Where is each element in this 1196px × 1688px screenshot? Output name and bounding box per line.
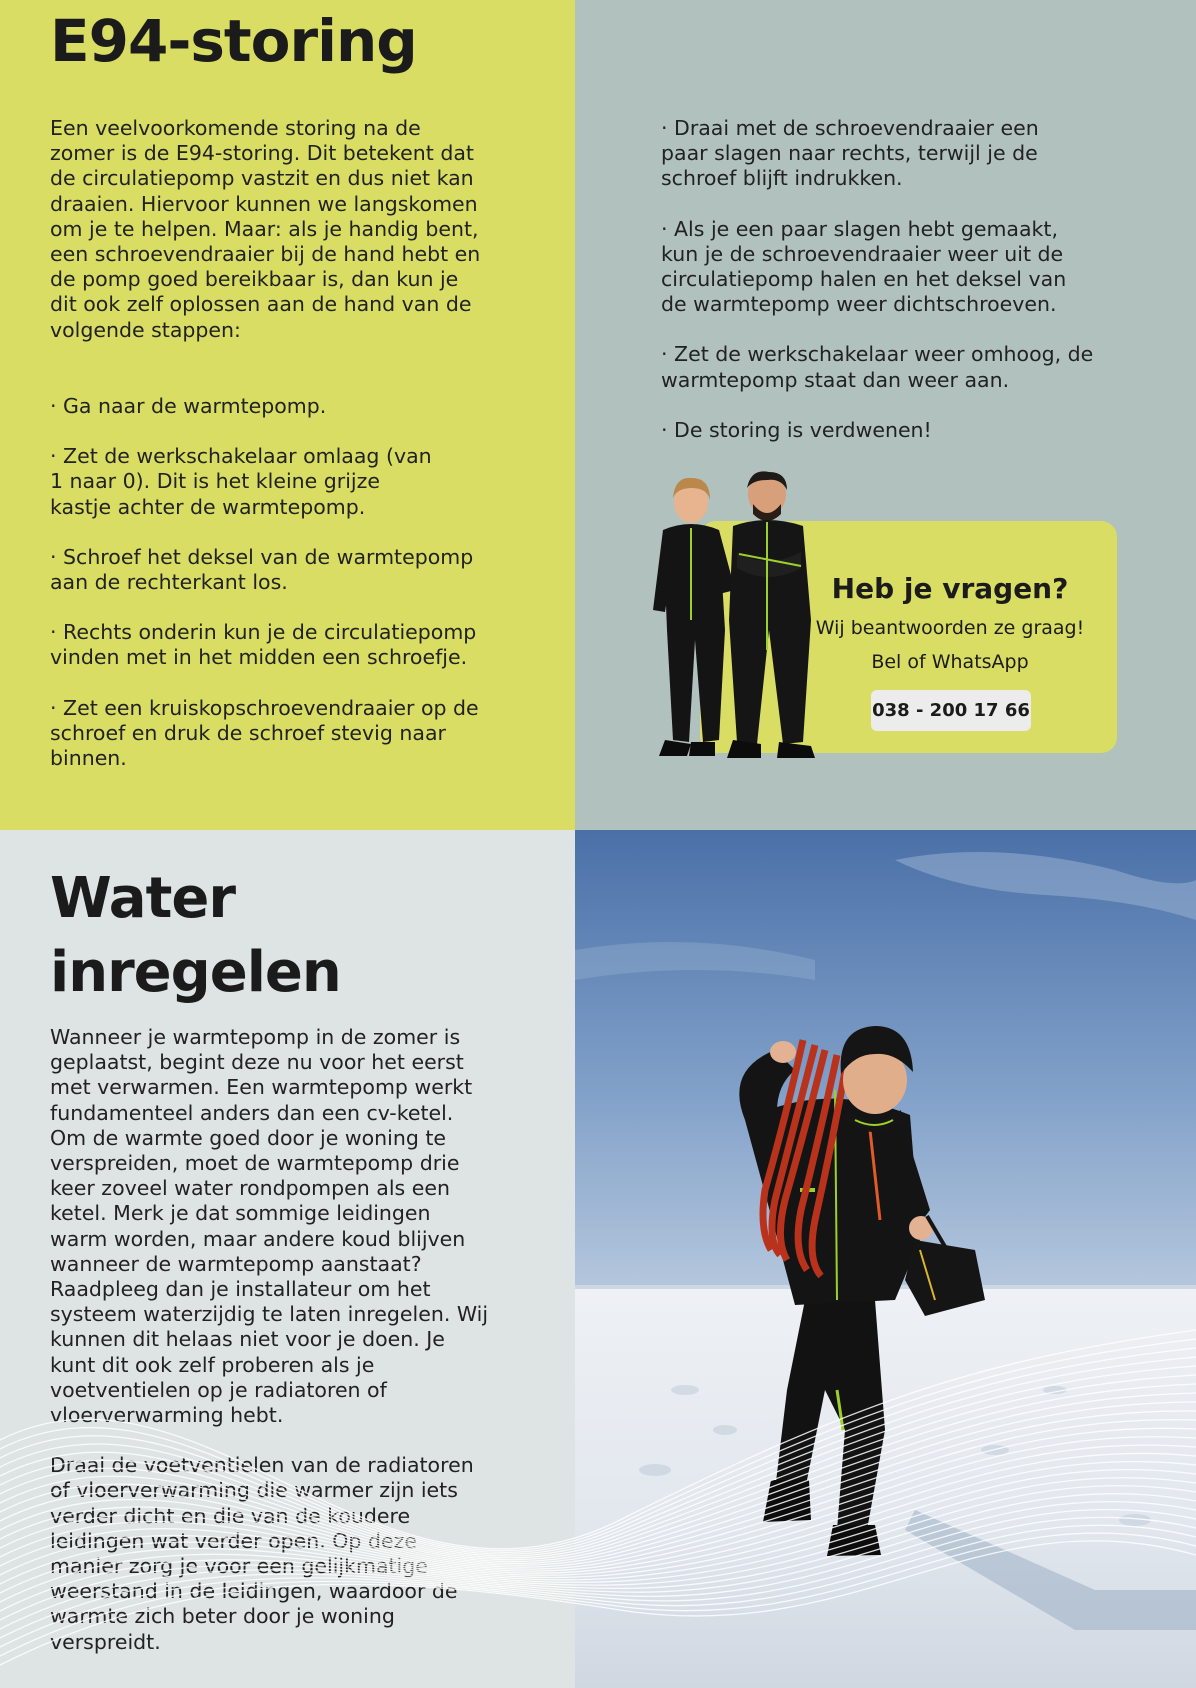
section-title-water: Water inregelen [50, 866, 341, 1005]
step-item: · Schroef het deksel van de warmtepomp aan de rechterkant los. [50, 544, 474, 595]
step-item: · Rechts onderin kun je de circulatiepomp vinden met in het midden een schroefje. [50, 620, 477, 670]
steps-list-right [661, 116, 1121, 468]
wave-lines-decoration [0, 1320, 1196, 1688]
step-item: · Zet een kruiskopschroevendraaier op de schroef en druk de schroef stevig naar binnen. [50, 695, 479, 771]
water-paragraph: Draai de voetventielen van de radiatoren of vloerverwarming die warmer zijn iets verder dicht en die van de koudere leidingen wat verder open. Op deze manier zorg je voor een gelijkmatige weerstand in de leidingen, waardoor de warmte zich beter door je woning verspreidt. [50, 1453, 474, 1654]
step-item: · Zet de werkschakelaar omlaag (van 1 naar 0). Dit is het kleine grijze kastje achter de warmtepomp. [50, 444, 432, 519]
section-title-e94: E94-storing [50, 7, 417, 75]
step-item: · Draai met de schroevendraaier een paar slagen naar rechts, terwijl je de schroef blijft indrukken. [661, 116, 1039, 191]
wave-line [0, 1525, 1196, 1647]
contact-channel: Bel of WhatsApp [871, 651, 1029, 673]
phone-number-button[interactable]: 038 - 200 17 66 [871, 690, 1031, 731]
wave-line [0, 1357, 1196, 1554]
water-paragraph: Wanneer je warmtepomp in de zomer is geplaatst, begint deze nu voor het eerst met verwarmen. Een warmtepomp werkt fundamenteel anders dan een cv-ketel. Om de warmte goed door je woning te verspreiden, moet de warmtepomp drie keer zoveel water rondpompen als een ketel. Merk je dat sommige leidingen warm worden, maar andere koud blijven wanneer de warmtepomp aanstaat? Raadpleeg dan je installateur om het systeem waterzijdig te laten inregelen. Wij kunnen dit helaas niet voor je doen. Je kunt dit ook zelf proberen als je voetventielen op je radiatoren of vloerverwarming hebt. [50, 1025, 489, 1428]
contact-title: Heb je vragen? [831, 572, 1069, 605]
e94-intro-text: Een veelvoorkomende storing na de zomer is de E94-storing. Dit betekent dat de circulatiepomp vastzit en dus niet kan draaien. Hiervoor kunnen we langskomen om je te helpen. Maar: als je handig bent, een schroevendraaier bij de hand hebt en de pomp goed bereikbaar is, dan kun je dit ook zelf oplossen aan de hand van de volgende stappen: [50, 116, 481, 342]
step-item: · Ga naar de warmtepomp. [50, 394, 327, 418]
step-item: · Zet de werkschakelaar weer omhoog, de warmtepomp staat dan weer aan. [661, 342, 1094, 392]
wave-line [0, 1366, 1196, 1556]
step-item: · De storing is verdwenen! [661, 417, 932, 442]
step-item: · Als je een paar slagen hebt gemaakt, kun je de schroevendraaier weer uit de circulatiepomp halen en het deksel van de warmtepomp weer dichtschroeven. [661, 216, 1067, 317]
steps-list-left [50, 394, 490, 796]
contact-subtitle: Wij beantwoorden ze graag! [815, 617, 1085, 639]
